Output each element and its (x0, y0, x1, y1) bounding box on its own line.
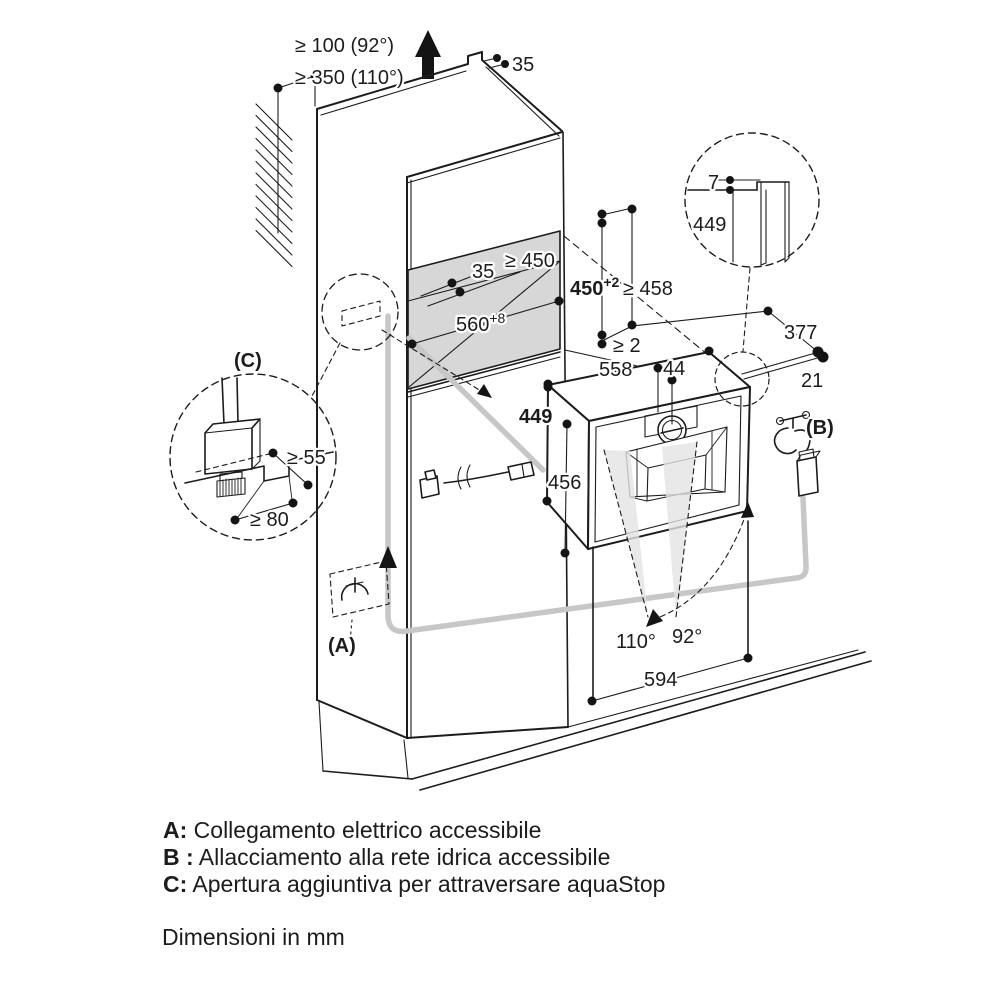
wall-hatch (256, 104, 292, 267)
notch-width-label: ≥ 80 (250, 509, 289, 531)
door-width-label: 594 (644, 669, 678, 691)
conn-a-label: (A) (328, 635, 356, 657)
appliance-width-label: 558 (599, 359, 633, 381)
rear-gap-label: ≥ 2 (613, 335, 641, 357)
top-gap-label: 35 (512, 54, 535, 76)
detail-c-label: (C) (234, 350, 262, 372)
power-cord-plug (420, 462, 534, 498)
coffee-machine (547, 352, 750, 549)
knob-offset-label: 44 (663, 358, 686, 380)
notch-depth-label: ≥ 55 (287, 447, 326, 469)
electrical-connection (330, 561, 389, 642)
niche-flange-label: 35 (472, 261, 495, 283)
niche-width-label: $560^{+8}$ (456, 310, 506, 336)
detail-flange-label: 7 (708, 172, 720, 194)
socket-icon (342, 578, 368, 600)
legend (162, 817, 665, 950)
niche-depth-label: ≥ 450 (505, 250, 555, 272)
units-note: Dimensioni in mm (162, 924, 345, 950)
cable-up-arrow-icon (379, 546, 397, 568)
niche-height-min-label: ≥ 458 (623, 278, 673, 300)
appliance-height-label: 449 (519, 406, 553, 428)
conn-b-label: (B) (806, 417, 834, 439)
up-arrow-icon (415, 30, 441, 79)
swing-arrow-icon (646, 609, 663, 627)
angle-min-label: 92° (672, 626, 703, 648)
aquastop-block-icon (205, 419, 260, 474)
legend-line-c: C: Apertura aggiuntiva per attraversare aquaStop (163, 871, 666, 897)
angle-open-label: 110° (616, 631, 656, 653)
detail-height-label: 449 (693, 214, 727, 236)
front-height-label: 456 (548, 472, 582, 494)
clearance-label-1: ≥ 100 (92°) (295, 35, 395, 57)
legend-line-b: B : Allacciamento alla rete idrica accessibile (163, 844, 611, 870)
clearance-label-2: ≥ 350 (110°) (295, 67, 404, 89)
niche-height-label: $450^{+2}$ (570, 274, 620, 300)
door-proud-label: 21 (801, 370, 824, 392)
side-clearance-label: 377 (784, 322, 818, 344)
legend-line-a: A: Collegamento elettrico accessibile (163, 817, 542, 843)
